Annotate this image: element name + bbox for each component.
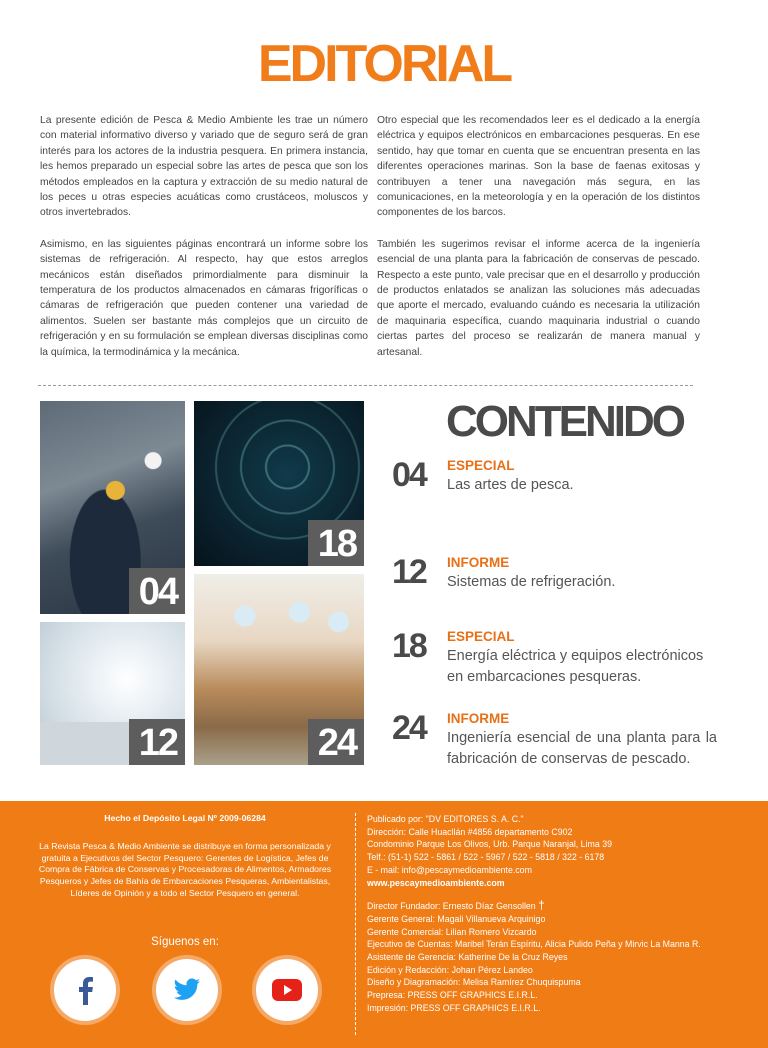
footer-left bbox=[36, 813, 334, 900]
contents-category: INFORME bbox=[447, 711, 510, 726]
twitter-icon bbox=[173, 978, 201, 1002]
website-link[interactable]: www.pescaymedioambiente.com bbox=[367, 877, 505, 888]
publisher-line: Publicado por: "DV EDITORES S. A. C." bbox=[367, 814, 524, 824]
contents-description: Energía eléctrica y equipos electrónicos en embarcaciones pesqueras. bbox=[447, 648, 704, 685]
staff-line: Ejecutivo de Cuentas: Maribel Terán Espíritu, Alicia Pulido Peña y Mirvic La Manna R. bbox=[367, 939, 701, 950]
photo-cannery-workers[interactable] bbox=[194, 574, 364, 765]
contents-description: Ingeniería esencial de una planta para la fabricación de conservas de pescado. bbox=[447, 730, 717, 767]
photo-fishing-nets[interactable] bbox=[40, 401, 185, 614]
staff-line: Gerente General: Magali Villanueva Arquinigo bbox=[367, 913, 546, 924]
staff-line: Impresión: PRESS OFF GRAPHICS E.I.R.L. bbox=[367, 1002, 541, 1013]
photo-radar-screen[interactable] bbox=[194, 401, 364, 566]
contents-page-number: 12 bbox=[392, 553, 426, 591]
staff-line bbox=[367, 899, 767, 913]
contents-description: Las artes de pesca. bbox=[447, 477, 574, 493]
staff-line: Asistente de Gerencia: Katherine De la Cruz Reyes bbox=[367, 952, 568, 963]
editorial-paragraph: También les sugerimos revisar el informe acerca de la ingeniería esencial de una planta para la fabricación de conservas de pescado. Respecto a este punto, vale precisar que en el desarrollo y producción de productos enlatados se analizan las soluciones más adecuadas que aporte el mercado, evaluando cuándo es necesaria la utilización de maquinaria específica, cuando maquinaria industrial o cuando ciertas partes del proceso se realizarán de manera manual y artesanal. bbox=[377, 238, 700, 358]
facebook-icon bbox=[74, 975, 96, 1005]
footer-divider bbox=[355, 813, 356, 1035]
editorial-right-column bbox=[377, 113, 700, 376]
contents-description: Sistemas de refrigeración. bbox=[447, 574, 616, 590]
staff-line: Diseño y Diagramación: Melisa Ramírez Chuquispuma bbox=[367, 977, 581, 988]
section-divider bbox=[38, 385, 693, 386]
staff-line: Prepresa: PRESS OFF GRAPHICS E.I.R.L. bbox=[367, 990, 538, 1001]
contents-category: ESPECIAL bbox=[447, 629, 515, 644]
photo-refrigeration-room[interactable] bbox=[40, 622, 185, 765]
contents-page-number: 24 bbox=[392, 709, 426, 747]
follow-us-label: Síguenos en: bbox=[151, 936, 219, 948]
photo-page-number: 04 bbox=[129, 568, 185, 614]
youtube-icon bbox=[272, 979, 302, 1001]
twitter-button[interactable] bbox=[156, 959, 218, 1021]
footer-credits bbox=[367, 813, 767, 1015]
photo-page-number: 18 bbox=[308, 520, 364, 566]
photo-page-number: 24 bbox=[308, 719, 364, 765]
editorial-paragraph: La presente edición de Pesca & Medio Ambiente les trae un número con material informativo diverso y variado que de seguro será de gran interés para los actores de la industria pesquera. En primera instancia, les hemos preparado un especial sobre las artes de pesca que son los métodos empleados en la captura y extracción de su medio natural de los peces u otras especies acuáticas como crustáceos, moluscos y otros invertebrados. bbox=[40, 115, 368, 219]
staff-founder: Director Fundador: Ernesto Díaz Gensollen bbox=[367, 901, 536, 912]
cross-icon: † bbox=[538, 898, 545, 913]
address-line: Condominio Parque Los Olivos, Urb. Parque Naranjal, Lima 39 bbox=[367, 839, 612, 850]
phone-line: Telf.: (51-1) 522 - 5861 / 522 - 5967 / 522 - 5818 / 322 - 6178 bbox=[367, 852, 605, 863]
email-line: E - mail: info@pescaymedioambiente.com bbox=[367, 864, 532, 875]
editorial-paragraph: Asimismo, en las siguientes páginas encontrará un informe sobre los sistemas de refrigeración. Al respecto, hay que estos arreglos mecánicos están diseñados primordialmente para disminuir la temperatura de los productos almacenados en cámaras frigoríficas o cámaras de refrigeración que pueden contener una variedad de alimentos. Suelen ser bastante más complejos que un circuito de refrigeración y en su formulación se emplean diversas disciplinas como la química, la termodinámica y la mecánica. bbox=[40, 238, 368, 358]
photo-page-number: 12 bbox=[129, 719, 185, 765]
contents-page-number: 04 bbox=[392, 456, 426, 494]
legal-deposit: Hecho el Depósito Legal Nº 2009-06284 bbox=[104, 813, 266, 823]
editorial-paragraph: Otro especial que les recomendados leer es el dedicado a la energía eléctrica y equipos electrónicos en embarcaciones pesqueras. En ese sentido, hay que tomar en cuenta que se encuentran presenta en las diferentes operaciones marinas. Son la base de faenas exitosas y contribuyen a tener una navegación más segura, en las comunicaciones, en la meteorología y en la operación de los distintos componentes de los barcos. bbox=[377, 115, 700, 219]
contents-category: ESPECIAL bbox=[447, 458, 515, 473]
youtube-button[interactable] bbox=[256, 959, 318, 1021]
facebook-button[interactable] bbox=[54, 959, 116, 1021]
footer bbox=[0, 801, 768, 1048]
address-line: Dirección: Calle Huacllán #4856 departamento C902 bbox=[367, 826, 573, 837]
staff-line: Edición y Redacción: Johan Pérez Landeo bbox=[367, 964, 533, 975]
contents-page-number: 18 bbox=[392, 627, 426, 665]
contents-category: INFORME bbox=[447, 555, 510, 570]
contents-title: CONTENIDO bbox=[446, 397, 683, 446]
editorial-title: EDITORIAL bbox=[257, 35, 511, 93]
distribution-note: La Revista Pesca & Medio Ambiente se distribuye en forma personalizada y gratuita a Ejecutivos del Sector Pesquero: Gerentes de Logística, Jefes de Compra de Fábrica de Conservas y Procesadoras de Alimentos, Armadores Pesqueros y Jefes de Bahía de Embarcaciones Pesqueras, Ambientalistas, Líderes de Opinión y a todo el Sector Pesquero en general. bbox=[38, 840, 332, 898]
staff-line: Gerente Comercial: Lilian Romero Vizcardo bbox=[367, 926, 537, 937]
editorial-left-column bbox=[40, 113, 368, 376]
